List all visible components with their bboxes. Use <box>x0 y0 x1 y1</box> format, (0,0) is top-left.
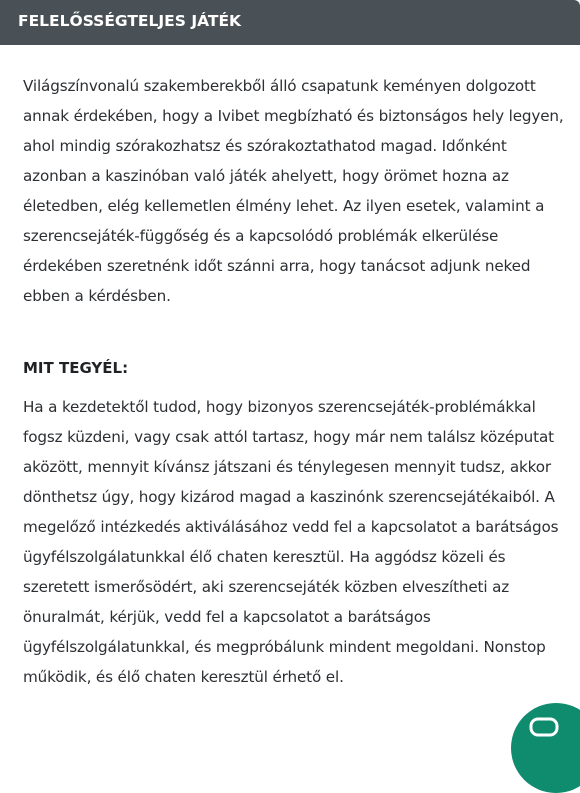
live-chat-button[interactable] <box>511 703 580 793</box>
intro-paragraph: Világszínvonalú szakemberekből álló csapatunk keményen dolgozott annak érdekében, hogy a Ivibet megbízható és biztonságos hely legyen, ahol mindig szórakozhatsz és szórakoztathatod magad. Időnként azonban a kaszinóban való játék ahelyett, hogy örömet hozna az életedben, elég kellemetlen élmény lehet. Az ilyen esetek, valamint a szerencsejáték-függőség és a kapcsolódó problémák elkerülése érdekében szeretnénk időt szánni arra, hogy tanácsot adjunk neked ebben a kérdésben. <box>23 77 564 305</box>
section-heading: MIT TEGYÉL: <box>23 359 129 377</box>
chat-icon <box>529 717 559 737</box>
main-content <box>23 71 568 692</box>
page-title: FELELŐSSÉGTELJES JÁTÉK <box>18 12 242 30</box>
section-header <box>0 0 580 45</box>
section-paragraph: Ha a kezdetektől tudod, hogy bizonyos szerencsejáték-problémákkal fogsz küzdeni, vagy csak attól tartasz, hogy már nem találsz középutat aközött, mennyit kívánsz játszani és ténylegesen mennyit tudsz, akkor dönthetsz úgy, hogy kizárod magad a kaszinónk szerencsejátékaiból. A megelőző intézkedés aktiválásához vedd fel a kapcsolatot a barátságos ügyfélszolgálatunkkal élő chaten keresztül. Ha aggódsz közeli és szeretett ismerősödért, aki szerencsejáték közben elveszítheti az önuralmát, kérjük, vedd fel a kapcsolatot a barátságos ügyfélszolgálatunkkal, és megpróbálunk mindent megoldani. Nonstop működik, és élő chaten keresztül érhető el. <box>23 398 559 686</box>
